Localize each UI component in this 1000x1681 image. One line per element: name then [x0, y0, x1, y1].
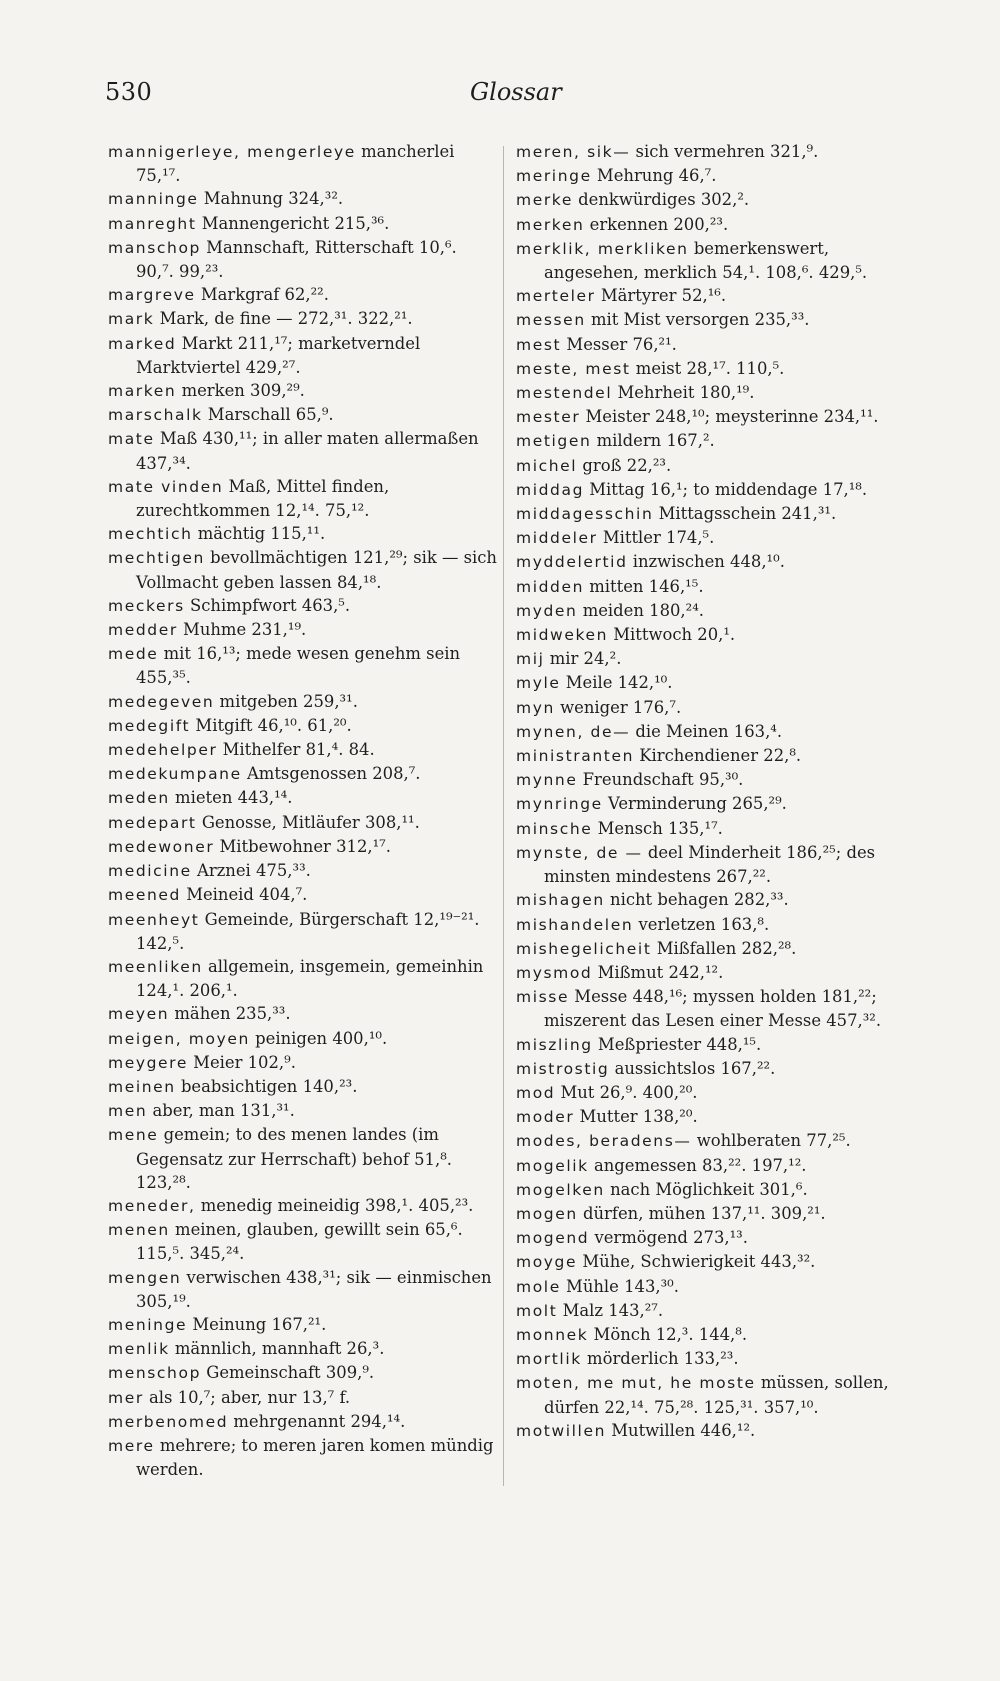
glossary-entry: [108, 1337, 498, 1361]
entry-gloss: Mehrung 46,⁷.: [591, 166, 717, 186]
glossary-entry: [516, 333, 908, 357]
entry-gloss: Messer 76,²¹.: [561, 334, 677, 354]
entry-headword: medicine: [108, 862, 192, 881]
glossary-entry: [516, 1081, 908, 1105]
glossary-entry: [516, 985, 908, 1032]
entry-headword: mate vinden: [108, 477, 224, 496]
entry-headword: michel: [516, 456, 578, 475]
entry-headword: meinen: [108, 1077, 176, 1096]
entry-gloss: Markgraf 62,²².: [195, 285, 329, 305]
entry-headword: mortlik: [516, 1350, 582, 1369]
glossary-entry: [108, 1194, 498, 1218]
entry-headword: meckers: [108, 596, 185, 615]
entry-gloss: Amtsgenossen 208,⁷.: [241, 764, 421, 784]
entry-headword: myle: [516, 674, 561, 693]
glossary-entry: [108, 475, 498, 522]
glossary-entry: [108, 594, 498, 618]
glossary-entry: [516, 1129, 908, 1153]
entry-gloss: Malz 143,²⁷.: [557, 1300, 664, 1320]
entry-gloss: mildern 167,².: [591, 431, 715, 451]
entry-headword: meren, sik—: [516, 143, 631, 161]
entry-gloss: Maß 430,¹¹; in aller maten allermaßen 437,³⁴.: [136, 429, 479, 473]
entry-gloss: Markt 211,¹⁷; marketverndel Marktviertel 429,²⁷.: [136, 333, 421, 377]
entry-headword: mer: [108, 1388, 144, 1407]
entry-headword: mij: [516, 650, 545, 669]
entry-headword: menlik: [108, 1340, 170, 1359]
glossary-entry: [108, 187, 498, 211]
glossary-entry: [516, 429, 908, 453]
entry-gloss: beabsichtigen 140,²³.: [175, 1076, 358, 1096]
entry-gloss: meiden 180,²⁴.: [577, 600, 704, 620]
glossary-entry: [516, 405, 908, 429]
entry-gloss: Arznei 475,³³.: [191, 861, 311, 881]
glossary-entry: [108, 811, 498, 835]
entry-headword: mogend: [516, 1229, 590, 1248]
entry-headword: marschalk: [108, 406, 203, 425]
entry-headword: middeler: [516, 529, 598, 548]
glossary-entry: [516, 961, 908, 985]
entry-gloss: mieten 443,¹⁴.: [169, 788, 293, 808]
entry-gloss: Meister 248,¹⁰; meysterinne 234,¹¹.: [580, 407, 879, 427]
entry-gloss: mitgeben 259,³¹.: [214, 691, 358, 711]
entry-headword: mishandelen: [516, 915, 634, 934]
glossary-entry: [108, 714, 498, 738]
entry-headword: menen: [108, 1221, 170, 1240]
glossary-entry: [516, 623, 908, 647]
entry-gloss: mir 24,².: [544, 649, 622, 669]
entry-gloss: wohlberaten 77,²⁵.: [691, 1131, 851, 1151]
entry-gloss: allgemein, insgemein, gemeinhin 124,¹. 206,¹.: [136, 956, 484, 1001]
glossary-entry: [108, 1313, 498, 1337]
glossary-entry: [516, 550, 908, 574]
entry-headword: medehelper: [108, 741, 218, 760]
entry-gloss: mitten 146,¹⁵.: [584, 576, 704, 596]
entry-headword: myddelertid: [516, 553, 628, 572]
column-divider: [503, 146, 504, 1486]
glossary-entry: [108, 955, 498, 1002]
glossary-entry: [108, 642, 498, 689]
entry-headword: men: [108, 1102, 148, 1121]
entry-gloss: Kirchendiener 22,⁸.: [634, 746, 802, 766]
glossary-entry: [516, 1202, 908, 1226]
glossary-entry: [108, 1434, 498, 1481]
entry-gloss: nach Möglichkeit 301,⁶.: [604, 1179, 808, 1199]
glossary-entry: [516, 526, 908, 550]
entry-headword: merklik, merkliken: [516, 239, 689, 258]
glossary-entry: [516, 1154, 908, 1178]
entry-headword: mere: [108, 1436, 155, 1455]
entry-gloss: Mutwillen 446,¹².: [606, 1420, 756, 1440]
entry-gloss: Mithelfer 81,⁴. 84.: [217, 740, 375, 760]
entry-headword: midweken: [516, 626, 609, 645]
glossary-entry: [516, 502, 908, 526]
glossary-entry: [516, 1057, 908, 1081]
entry-headword: molt: [516, 1301, 558, 1320]
entry-headword: mark: [108, 310, 155, 329]
glossary-entry: [516, 888, 908, 912]
glossary-entry: [108, 546, 498, 593]
entry-headword: mishegelicheit: [516, 939, 652, 958]
entry-headword: mishagen: [516, 891, 605, 910]
entry-gloss: müssen, sollen, dürfen 22,¹⁴. 75,²⁸. 125,³¹. 357,¹⁰.: [544, 1373, 889, 1417]
entry-headword: mysmod: [516, 963, 593, 982]
glossary-entry: [108, 332, 498, 379]
entry-gloss: Mühe, Schwierigkeit 443,³².: [577, 1252, 816, 1272]
entry-gloss: meist 28,¹⁷. 110,⁵.: [630, 358, 785, 378]
glossary-entry: [516, 284, 908, 308]
entry-headword: ministranten: [516, 747, 635, 766]
entry-gloss: mit 16,¹³; mede wesen genehm sein 455,³⁵.: [136, 644, 461, 688]
entry-gloss: gemein; to des menen landes (im Gegensatz zur Herrschaft) behof 51,⁸. 123,²⁸.: [136, 1125, 452, 1192]
glossary-entry: [516, 817, 908, 841]
entry-gloss: sich vermehren 321,⁹.: [630, 142, 819, 161]
glossary-entry: [108, 427, 498, 474]
glossary-entry: [516, 1275, 908, 1299]
entry-gloss: Maß, Mittel finden, zurechtkommen 12,¹⁴. 75,¹².: [136, 476, 390, 521]
glossary-entry: [108, 835, 498, 859]
glossary-entry: [516, 937, 908, 961]
glossary-entry: [108, 908, 498, 955]
glossary-entry: [516, 213, 908, 237]
glossary-entry: [108, 236, 498, 283]
entry-gloss: aber, man 131,³¹.: [147, 1101, 295, 1121]
entry-headword: metigen: [516, 432, 592, 451]
glossary-entry: [108, 1386, 498, 1410]
entry-headword: miszling: [516, 1035, 593, 1054]
glossary-entry: [516, 308, 908, 332]
entry-gloss: Mut 26,⁹. 400,²⁰.: [555, 1082, 698, 1102]
glossary-entry: [516, 140, 908, 164]
entry-headword: mogen: [516, 1204, 578, 1223]
glossary-entry: [516, 841, 908, 888]
entry-gloss: Mehrheit 180,¹⁹.: [612, 383, 755, 403]
glossary-entry: [108, 883, 498, 907]
entry-headword: mest: [516, 335, 562, 354]
entry-headword: merteler: [516, 287, 596, 306]
glossary-entry: [516, 188, 908, 212]
glossary-entry: [108, 379, 498, 403]
entry-headword: mannigerleye, mengerleye: [108, 143, 356, 161]
entry-gloss: mancherlei 75,¹⁷.: [136, 142, 455, 186]
entry-headword: middagesschin: [516, 505, 654, 524]
entry-headword: mole: [516, 1277, 561, 1296]
entry-headword: mengen: [108, 1268, 182, 1287]
entry-headword: marken: [108, 382, 177, 401]
glossary-entry: [108, 786, 498, 810]
entry-gloss: Verminderung 265,²⁹.: [602, 794, 787, 814]
glossary-entry: [108, 283, 498, 307]
entry-headword: mogelik: [516, 1156, 589, 1175]
entry-headword: mynste, de —: [516, 843, 643, 862]
glossary-entry: [516, 792, 908, 816]
glossary-entry: [108, 140, 498, 187]
entry-gloss: Mittagsschein 241,³¹.: [653, 504, 837, 524]
entry-headword: messen: [516, 311, 586, 330]
entry-headword: mynen, de—: [516, 722, 631, 741]
entry-gloss: Mühle 143,³⁰.: [560, 1276, 679, 1296]
entry-headword: meened: [108, 886, 181, 905]
entry-headword: mester: [516, 408, 581, 427]
entry-headword: margreve: [108, 286, 196, 305]
entry-gloss: Marschall 65,⁹.: [202, 405, 334, 425]
entry-gloss: peinigen 400,¹⁰.: [249, 1028, 388, 1048]
entry-headword: moyge: [516, 1253, 578, 1272]
glossary-entry: [516, 1105, 908, 1129]
entry-gloss: aussichtslos 167,²².: [609, 1058, 776, 1078]
entry-headword: medegeven: [108, 692, 215, 711]
entry-gloss: bemerkenswert, angesehen, merklich 54,¹. 108,⁶. 429,⁵.: [544, 238, 868, 283]
entry-gloss: Gemeinde, Bürgerschaft 12,¹⁹⁻²¹. 142,⁵.: [136, 909, 480, 953]
entry-headword: minsche: [516, 819, 593, 838]
entry-gloss: merken 309,²⁹.: [176, 381, 305, 401]
glossary-entry: [108, 738, 498, 762]
glossary-entry: [516, 768, 908, 792]
entry-headword: mynringe: [516, 795, 603, 814]
entry-gloss: groß 22,²³.: [577, 455, 672, 475]
glossary-entry: [516, 237, 908, 284]
entry-headword: middag: [516, 480, 585, 499]
entry-gloss: Meier 102,⁹.: [187, 1052, 296, 1072]
entry-headword: mede: [108, 645, 159, 664]
entry-headword: meringe: [516, 167, 592, 186]
entry-headword: merken: [516, 215, 585, 234]
entry-gloss: Mißfallen 282,²⁸.: [651, 938, 797, 958]
glossary-entry: [108, 1218, 498, 1265]
entry-headword: modes, beradens—: [516, 1132, 692, 1151]
entry-gloss: Mittag 16,¹; to middendage 17,¹⁸.: [584, 479, 868, 499]
entry-gloss: Mensch 135,¹⁷.: [592, 818, 723, 838]
glossary-entry: [108, 859, 498, 883]
entry-headword: manschop: [108, 238, 201, 257]
entry-gloss: Mittler 174,⁵.: [597, 528, 715, 548]
glossary-entry: [516, 1178, 908, 1202]
glossary-entry: [516, 478, 908, 502]
glossary-entry: [516, 599, 908, 623]
glossary-entry: [516, 720, 908, 744]
glossary-entry: [516, 647, 908, 671]
glossary-entry: [516, 381, 908, 405]
entry-headword: mestendel: [516, 384, 613, 403]
glossary-entry: [516, 913, 908, 937]
page-title: Glossar: [470, 78, 562, 106]
entry-gloss: Gemeinschaft 309,⁹.: [201, 1363, 375, 1383]
entry-gloss: Mannengericht 215,³⁶.: [196, 213, 390, 233]
glossary-entry: [516, 1250, 908, 1274]
entry-headword: mene: [108, 1126, 159, 1145]
entry-gloss: Meineid 404,⁷.: [180, 885, 308, 905]
glossary-entry: [108, 307, 498, 331]
entry-gloss: mähen 235,³³.: [169, 1004, 291, 1024]
entry-gloss: Märtyrer 52,¹⁶.: [595, 286, 727, 306]
entry-gloss: menedig meineidig 398,¹. 405,²³.: [195, 1195, 474, 1215]
glossary-entry: [108, 522, 498, 546]
entry-headword: meyen: [108, 1005, 170, 1024]
entry-gloss: Meile 142,¹⁰.: [560, 673, 673, 693]
entry-headword: manninge: [108, 190, 199, 209]
entry-headword: manreght: [108, 214, 197, 233]
entry-gloss: verletzen 163,⁸.: [633, 914, 770, 934]
entry-headword: menschop: [108, 1364, 202, 1383]
entry-gloss: Messe 448,¹⁶; myssen holden 181,²²; miszerent das Lesen einer Messe 457,³².: [544, 987, 882, 1031]
entry-gloss: Freundschaft 95,³⁰.: [577, 770, 744, 790]
glossary-entry: [108, 1123, 498, 1194]
glossary-entry: [108, 762, 498, 786]
entry-headword: merke: [516, 191, 573, 210]
entry-gloss: inzwischen 448,¹⁰.: [627, 552, 785, 572]
entry-headword: moder: [516, 1108, 575, 1127]
entry-gloss: Mißmut 242,¹².: [592, 962, 724, 982]
entry-headword: misse: [516, 988, 570, 1007]
glossary-entry: [516, 1323, 908, 1347]
glossary-entry: [108, 618, 498, 642]
entry-gloss: erkennen 200,²³.: [584, 214, 729, 234]
entry-headword: mate: [108, 430, 155, 449]
glossary-entry: [108, 1002, 498, 1026]
entry-headword: medder: [108, 621, 178, 640]
entry-headword: marked: [108, 334, 177, 353]
entry-gloss: mehrgenannt 294,¹⁴.: [228, 1411, 406, 1431]
entry-gloss: als 10,⁷; aber, nur 13,⁷ f.: [143, 1387, 351, 1407]
glossary-entry: [516, 744, 908, 768]
glossary-entry: [516, 575, 908, 599]
glossary-entry: [108, 1361, 498, 1385]
entry-gloss: mehrere; to meren jaren komen mündig werden.: [136, 1435, 494, 1480]
entry-gloss: deel Minderheit 186,²⁵; des minsten mindestens 267,²².: [544, 842, 876, 887]
entry-gloss: weniger 176,⁷.: [554, 697, 682, 717]
glossary-entry: [516, 1299, 908, 1323]
glossary-entry: [516, 454, 908, 478]
entry-headword: merbenomed: [108, 1412, 229, 1431]
entry-gloss: verwischen 438,³¹; sik — einmischen 305,¹⁹.: [136, 1267, 492, 1311]
entry-gloss: Genosse, Mitläufer 308,¹¹.: [196, 812, 420, 832]
entry-headword: meenliken: [108, 957, 203, 976]
entry-headword: meneder,: [108, 1196, 196, 1215]
entry-gloss: männlich, mannhaft 26,³.: [169, 1339, 385, 1359]
glossary-entry: [516, 696, 908, 720]
entry-gloss: die Meinen 163,⁴.: [630, 721, 783, 741]
glossary-entry: [516, 1347, 908, 1371]
glossary-entry: [108, 403, 498, 427]
entry-headword: mogelken: [516, 1180, 605, 1199]
entry-headword: myn: [516, 698, 555, 717]
entry-headword: midden: [516, 577, 585, 596]
glossary-entry: [516, 164, 908, 188]
entry-headword: mistrostig: [516, 1059, 610, 1078]
entry-gloss: mörderlich 133,²³.: [581, 1349, 739, 1369]
entry-headword: mynne: [516, 771, 578, 790]
glossary-entry: [516, 671, 908, 695]
glossary-entry: [108, 1051, 498, 1075]
glossary-entry: [108, 1266, 498, 1313]
glossary-entry: [108, 1410, 498, 1434]
entry-gloss: vermögend 273,¹³.: [589, 1228, 748, 1248]
entry-gloss: Mönch 12,³. 144,⁸.: [588, 1324, 748, 1344]
entry-headword: myden: [516, 601, 578, 620]
entry-gloss: Mitbewohner 312,¹⁷.: [214, 836, 391, 856]
glossary-entry: [108, 690, 498, 714]
entry-headword: mechtich: [108, 525, 193, 544]
entry-headword: meenheyt: [108, 910, 200, 929]
glossary-entry: [516, 1033, 908, 1057]
entry-gloss: mächtig 115,¹¹.: [192, 524, 326, 544]
entry-gloss: nicht behagen 282,³³.: [604, 890, 789, 910]
entry-headword: motwillen: [516, 1421, 607, 1440]
entry-gloss: Mark, de fine — 272,³¹. 322,²¹.: [154, 309, 413, 329]
glossary-entry: [108, 1099, 498, 1123]
entry-gloss: Meßpriester 448,¹⁵.: [592, 1034, 762, 1054]
entry-gloss: Mitgift 46,¹⁰. 61,²⁰.: [190, 715, 352, 735]
glossary-entry: [516, 1226, 908, 1250]
entry-headword: medekumpane: [108, 765, 242, 784]
entry-gloss: Mannschaft, Ritterschaft 10,⁶. 90,⁷. 99,²³.: [136, 237, 457, 282]
entry-headword: monnek: [516, 1325, 589, 1344]
entry-headword: mechtigen: [108, 549, 205, 568]
entry-gloss: mit Mist versorgen 235,³³.: [585, 310, 810, 330]
entry-gloss: Schimpfwort 463,⁵.: [184, 595, 351, 615]
entry-gloss: denkwürdiges 302,².: [572, 190, 750, 210]
entry-headword: meste, mest: [516, 359, 631, 378]
page-number: 530: [105, 78, 153, 106]
entry-gloss: Mahnung 324,³².: [198, 189, 344, 209]
right-column: [516, 140, 908, 1443]
entry-headword: medepart: [108, 813, 197, 832]
entry-headword: meygere: [108, 1053, 188, 1072]
entry-gloss: Mutter 138,²⁰.: [574, 1107, 698, 1127]
entry-headword: meigen, moyen: [108, 1029, 250, 1048]
left-column: [108, 140, 498, 1481]
glossary-entry: [516, 1371, 908, 1418]
glossary-entry: [516, 357, 908, 381]
entry-gloss: Meinung 167,²¹.: [187, 1314, 327, 1334]
glossary-entry: [516, 1419, 908, 1443]
entry-headword: medegift: [108, 716, 191, 735]
entry-headword: moten, me mut, he moste: [516, 1374, 756, 1393]
glossary-entry: [108, 212, 498, 236]
entry-gloss: dürfen, mühen 137,¹¹. 309,²¹.: [577, 1203, 826, 1223]
entry-headword: meninge: [108, 1315, 188, 1334]
entry-gloss: angemessen 83,²². 197,¹².: [588, 1155, 807, 1175]
glossary-entry: [108, 1075, 498, 1099]
glossary-entry: [108, 1027, 498, 1051]
entry-headword: medewoner: [108, 837, 215, 856]
entry-gloss: Muhme 231,¹⁹.: [177, 620, 307, 640]
entry-gloss: meinen, glauben, gewillt sein 65,⁶. 115,⁵. 345,²⁴.: [136, 1220, 463, 1264]
entry-gloss: bevollmächtigen 121,²⁹; sik — sich Vollmacht geben lassen 84,¹⁸.: [136, 548, 497, 592]
entry-headword: mod: [516, 1083, 556, 1102]
entry-headword: meden: [108, 789, 170, 808]
entry-gloss: Mittwoch 20,¹.: [608, 625, 736, 645]
